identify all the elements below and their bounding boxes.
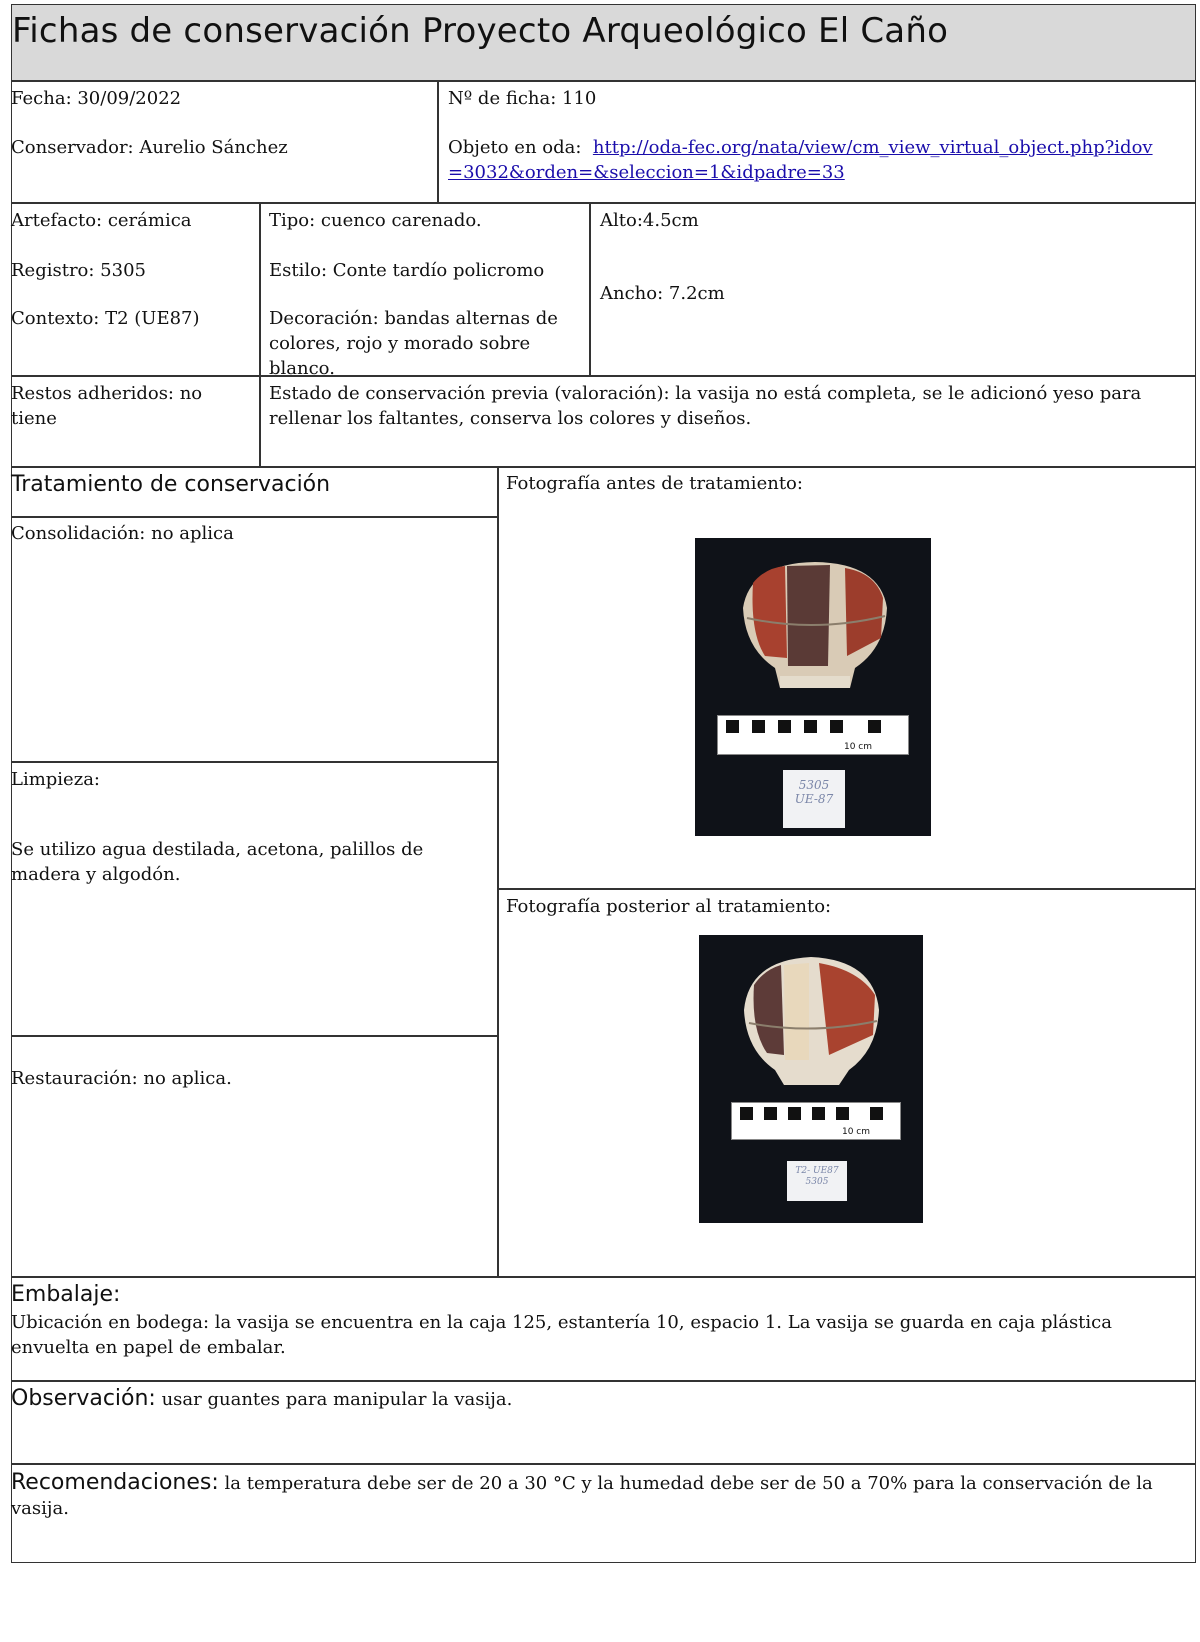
title-bar	[11, 4, 1196, 82]
restauracion: Restauración: no aplica.	[11, 1068, 232, 1089]
foto-despues-label: Fotografía posterior al tratamiento:	[506, 896, 832, 917]
observacion	[11, 1386, 512, 1412]
limpieza-label: Limpieza:	[11, 769, 100, 790]
objeto-link[interactable]: http://oda-fec.org/nata/view/cm_view_virtual_object.php?idov=3032&orden=&seleccion=1&idpadre=33	[448, 137, 1153, 183]
ancho: Ancho: 7.2cm	[600, 283, 725, 304]
embalaje-heading: Embalaje:	[11, 1282, 121, 1307]
page-title: Fichas de conservación Proyecto Arqueológico El Caño	[12, 11, 949, 51]
ficha-number: Nº de ficha: 110	[448, 88, 597, 109]
photo-after	[699, 935, 923, 1223]
tipo: Tipo: cuenco carenado.	[269, 210, 482, 231]
bowl-image-restored	[699, 935, 923, 1105]
registro: Registro: 5305	[11, 260, 146, 281]
artefacto: Artefacto: cerámica	[11, 210, 192, 231]
alto: Alto:4.5cm	[600, 210, 699, 231]
embalaje-text: Ubicación en bodega: la vasija se encuentra en la caja 125, estantería 10, espacio 1. La vasija se guarda en caja plástica envuelta en papel de embalar.	[11, 1312, 1112, 1358]
estado-previo: Estado de conservación previa (valoración): la vasija no está completa, se le adicionó yeso para rellenar los faltantes, conserva los colores y diseños.	[269, 383, 1142, 429]
bowl-image	[695, 538, 931, 718]
sample-tag-after: T2- UE87 5305	[787, 1161, 847, 1201]
objeto-label: Objeto en oda:	[448, 137, 582, 158]
sample-tag: 5305 UE-87	[783, 770, 845, 828]
consolidacion: Consolidación: no aplica	[11, 523, 234, 544]
estilo: Estilo: Conte tardío policromo	[269, 260, 545, 281]
recomendaciones	[11, 1470, 1181, 1521]
conservador: Conservador: Aurelio Sánchez	[11, 137, 288, 158]
contexto: Contexto: T2 (UE87)	[11, 308, 200, 329]
decoracion: Decoración: bandas alternas de colores, rojo y morado sobre blanco.	[269, 308, 558, 379]
scale-bar-after: 10 cm	[731, 1102, 901, 1140]
recomendaciones-text: la temperatura debe ser de 20 a 30 °C y la humedad debe ser de 50 a 70% para la conservación de la vasija.	[11, 1473, 1153, 1519]
scale-bar: 10 cm	[717, 715, 909, 755]
photo-before	[695, 538, 931, 836]
limpieza-text: Se utilizo agua destilada, acetona, palillos de madera y algodón.	[11, 839, 424, 885]
recomendaciones-heading: Recomendaciones:	[11, 1470, 219, 1495]
observacion-text: usar guantes para manipular la vasija.	[161, 1389, 513, 1410]
tratamiento-heading: Tratamiento de conservación	[11, 472, 331, 497]
observacion-heading: Observación:	[11, 1386, 156, 1411]
foto-antes-label: Fotografía antes de tratamiento:	[506, 473, 803, 494]
objeto-oda	[448, 135, 1158, 185]
fecha: Fecha: 30/09/2022	[11, 88, 182, 109]
restos-adheridos: Restos adheridos: no tiene	[11, 383, 203, 429]
